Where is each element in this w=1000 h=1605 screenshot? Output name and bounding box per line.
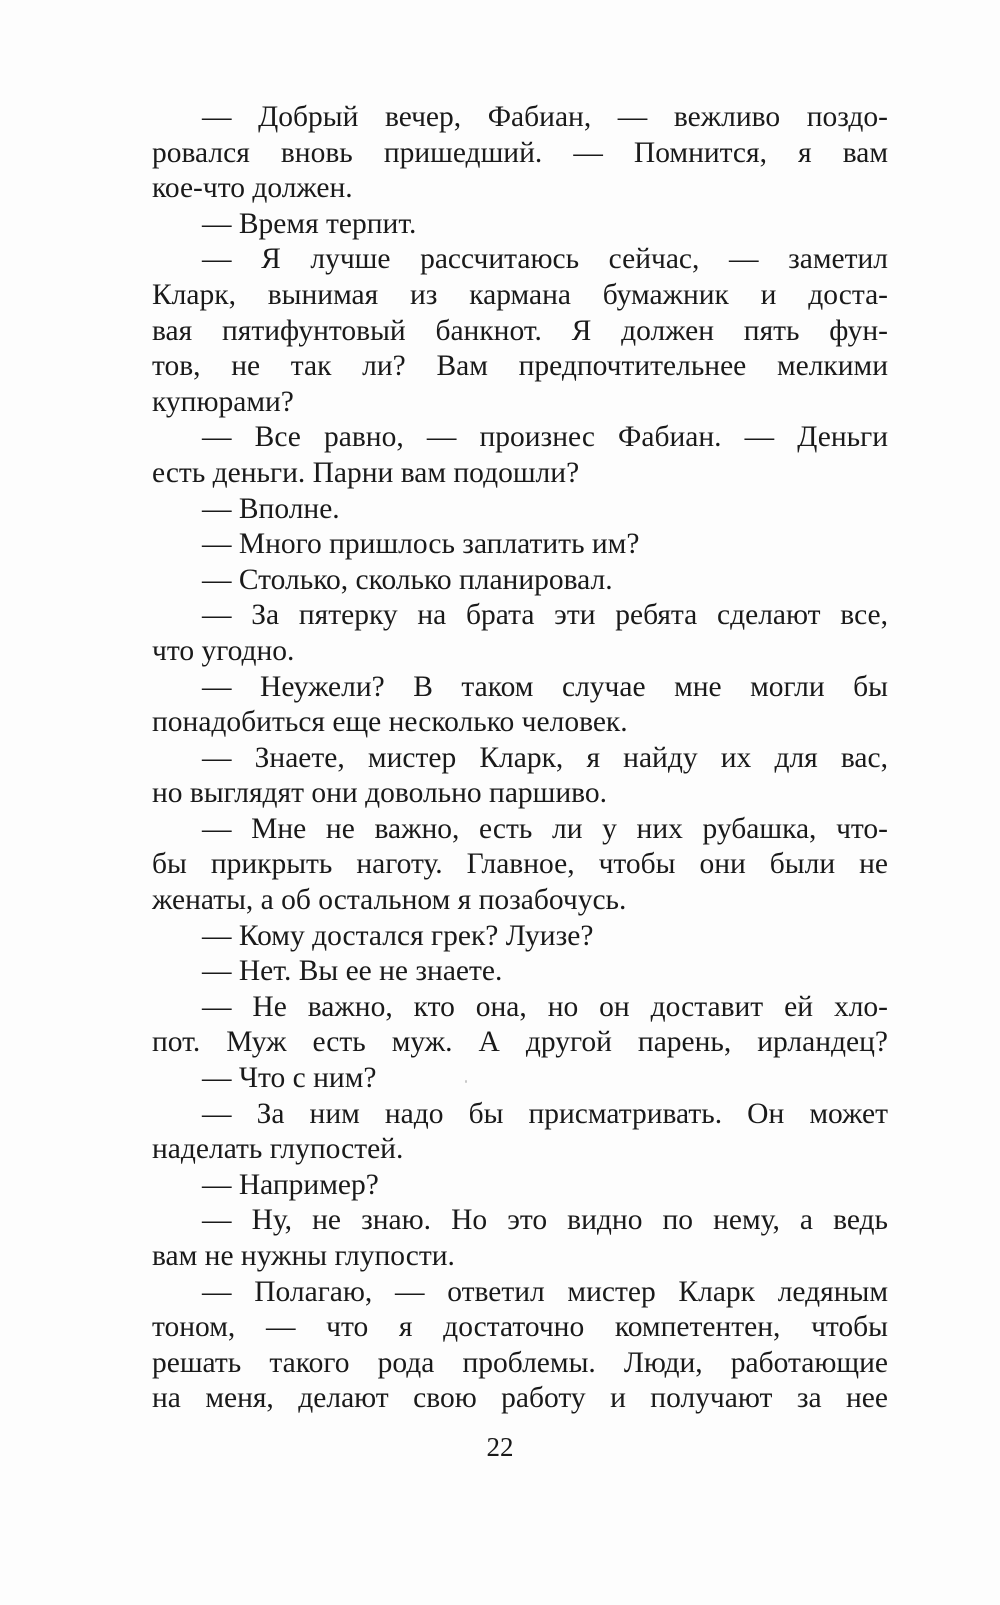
text-line: — Неужели? В таком случае мне могли бы	[202, 670, 888, 703]
text-line: — Вполне.	[202, 492, 340, 525]
text-line: понадобиться еще несколько человек.	[152, 706, 628, 739]
text-line: вам не нужны глупости.	[152, 1240, 455, 1272]
text-line: — Нет. Вы ее не знаете.	[202, 955, 503, 988]
text-line: — Знаете, мистер Кларк, я найду их для вас,	[202, 741, 888, 774]
text-line: пот. Муж есть муж. А другой парень, ирландец?	[152, 1026, 888, 1059]
paper-speck	[465, 1080, 467, 1083]
text-line: — Я лучше рассчитаюсь сейчас, — заметил	[202, 243, 888, 276]
text-line: вая пятифунтовый банкнот. Я должен пять фун-	[152, 314, 888, 347]
text-line: есть деньги. Парни вам подошли?	[152, 456, 580, 489]
text-line: что угодно.	[152, 634, 295, 667]
text-line: — Что с ним?	[202, 1062, 377, 1095]
text-line: — Полагаю, — ответил мистер Кларк ледяным	[202, 1275, 888, 1308]
text-line: — Мне не важно, есть ли у них рубашка, что-	[202, 812, 888, 845]
text-line: — Время терпит.	[202, 207, 417, 240]
page-number: 22	[486, 1432, 514, 1462]
text-line: но выглядят они довольно паршиво.	[152, 777, 608, 810]
text-line: решать такого рода проблемы. Люди, работающие	[152, 1346, 888, 1379]
text-line: бы прикрыть наготу. Главное, чтобы они были не	[152, 848, 888, 881]
text-line: ровался вновь пришедший. — Помнится, я вам	[152, 136, 888, 169]
text-line: — Все равно, — произнес Фабиан. — Деньги	[202, 421, 888, 454]
text-line: — Много пришлось заплатить им?	[202, 528, 640, 561]
text-line: — Например?	[202, 1168, 379, 1201]
text-line: тоном, — что я достаточно компетентен, чтобы	[152, 1311, 888, 1344]
text-line: на меня, делают свою работу и получают за нее	[152, 1382, 888, 1415]
text-line: наделать глупостей.	[152, 1133, 404, 1166]
text-line: женаты, а об остальном я позабочусь.	[152, 884, 627, 917]
text-line: — Столько, сколько планировал.	[202, 563, 613, 596]
text-line: — Ну, не знаю. Но это видно по нему, а ведь	[202, 1204, 888, 1237]
text-line: купюрами?	[152, 385, 294, 418]
text-line: — Добрый вечер, Фабиан, — вежливо поздо-	[202, 101, 888, 133]
text-line: тов, не так ли? Вам предпочтительнее мелкими	[152, 350, 888, 383]
body-text	[152, 100, 888, 1417]
text-line: — За пятерку на брата эти ребята сделают все,	[202, 599, 888, 632]
text-line: — Не важно, кто она, но он доставит ей хло-	[202, 990, 888, 1023]
text-line: — Кому достался грек? Луизе?	[202, 919, 594, 952]
text-line: кое-что должен.	[152, 172, 353, 205]
text-line: Кларк, вынимая из кармана бумажник и доста-	[152, 278, 888, 311]
text-line: — За ним надо бы присматривать. Он может	[202, 1097, 888, 1130]
